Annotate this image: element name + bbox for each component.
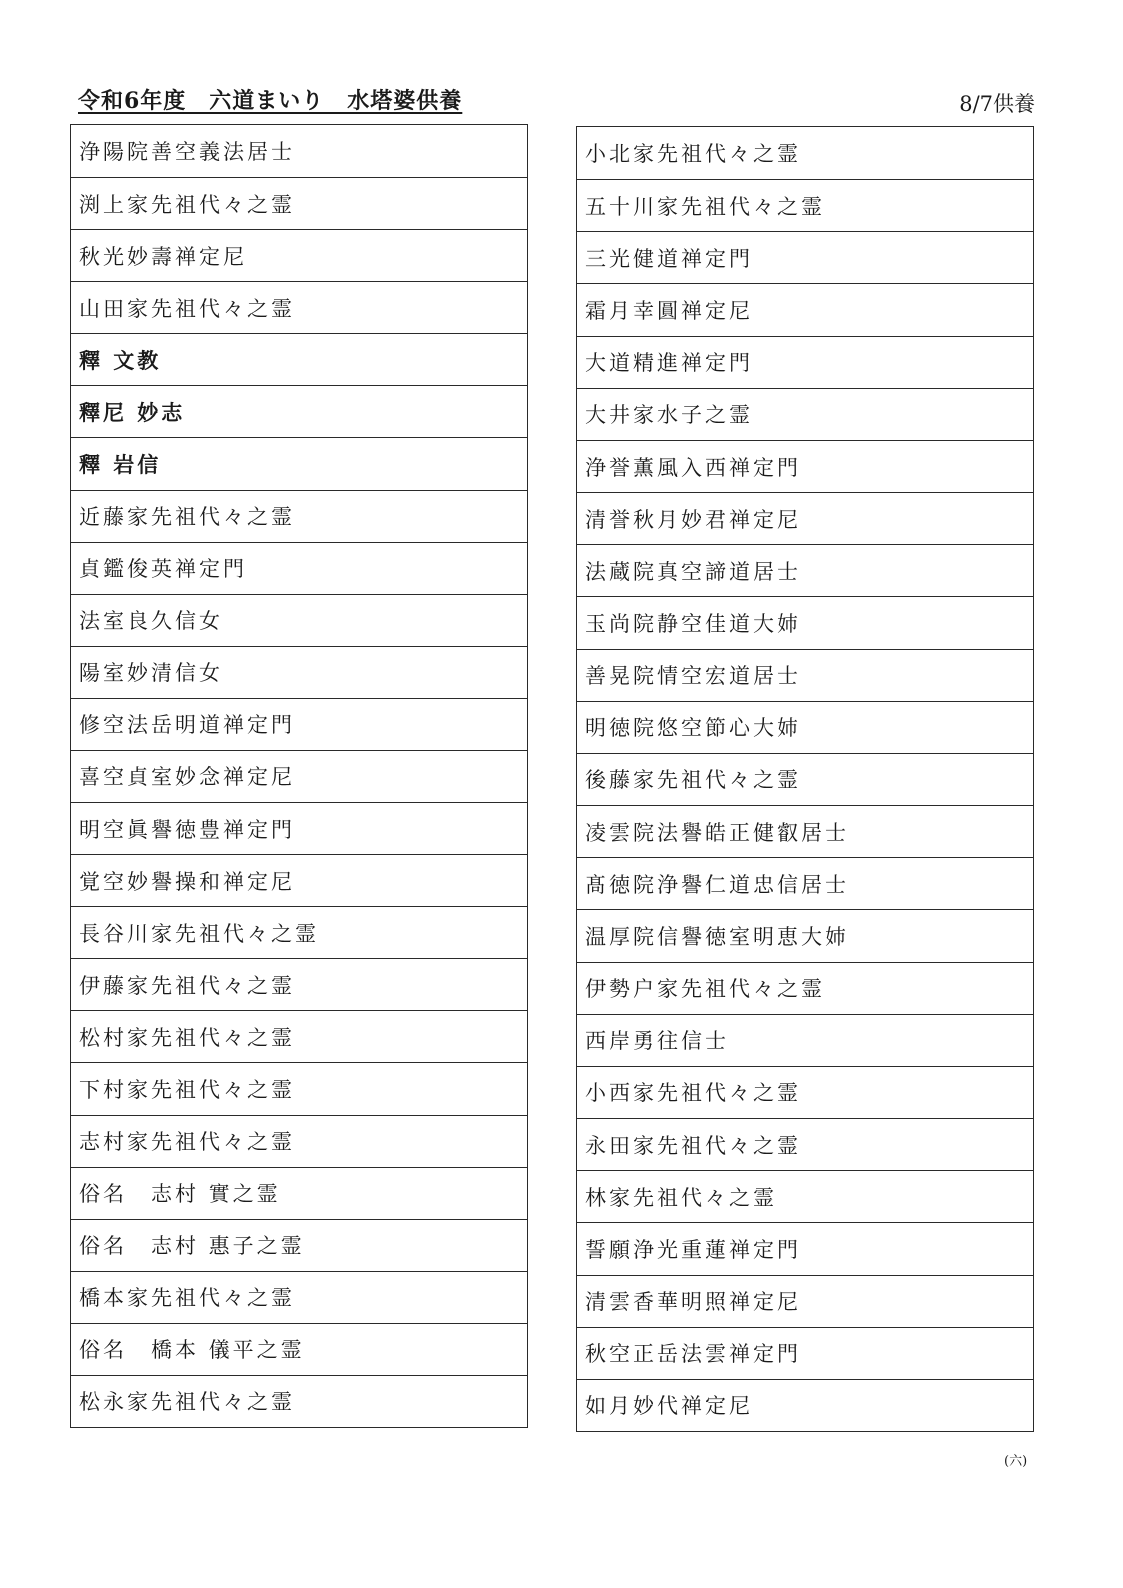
table-row: 林家先祖代々之霊 (577, 1170, 1033, 1222)
table-row: 松永家先祖代々之霊 (71, 1375, 527, 1427)
table-row: 志村家先祖代々之霊 (71, 1115, 527, 1167)
table-row: 俗名 志村 惠子之霊 (71, 1219, 527, 1271)
table-row: 秋空正岳法雲禅定門 (577, 1327, 1033, 1379)
table-row: 俗名 志村 實之霊 (71, 1167, 527, 1219)
left-name-table (70, 124, 528, 1428)
table-row: 小北家先祖代々之霊 (585, 142, 801, 167)
table-row: 渕上家先祖代々之霊 (71, 177, 527, 229)
table-row: 覚空妙譽操和禅定尼 (71, 854, 527, 906)
table-row: 伊藤家先祖代々之霊 (71, 958, 527, 1010)
table-row: 近藤家先祖代々之霊 (71, 490, 527, 542)
table-row: 山田家先祖代々之霊 (71, 281, 527, 333)
table-row: 喜空貞室妙念禅定尼 (71, 750, 527, 802)
table-row: 大道精進禅定門 (577, 336, 1033, 388)
table-row: 後藤家先祖代々之霊 (577, 753, 1033, 805)
table-row: 清誉秋月妙君禅定尼 (577, 492, 1033, 544)
table-row: 法蔵院真空諦道居士 (577, 544, 1033, 596)
right-name-table (576, 126, 1034, 1432)
table-row: 修空法岳明道禅定門 (71, 698, 527, 750)
table-row: 浄誉薫風入西禅定門 (577, 440, 1033, 492)
table-row: 明空眞譽徳豊禅定門 (71, 802, 527, 854)
table-row: 清雲香華明照禅定尼 (577, 1275, 1033, 1327)
page-title: 令和6年度 六道まいり 水塔婆供養 (78, 88, 463, 114)
table-row: 五十川家先祖代々之霊 (577, 179, 1033, 231)
table-row: 永田家先祖代々之霊 (577, 1118, 1033, 1170)
table-row: 浄陽院善空義法居士 (79, 140, 295, 165)
table-row: 如月妙代禅定尼 (577, 1379, 1033, 1431)
table-row: 松村家先祖代々之霊 (71, 1010, 527, 1062)
table-row: 玉尚院静空佳道大姉 (577, 596, 1033, 648)
table-row: 誓願浄光重蓮禅定門 (577, 1222, 1033, 1274)
table-row: 伊勢户家先祖代々之霊 (577, 962, 1033, 1014)
table-row: 貞鑑俊英禅定門 (71, 542, 527, 594)
table-row: 温厚院信譽徳室明恵大姉 (577, 909, 1033, 961)
table-row: 秋光妙壽禅定尼 (71, 229, 527, 281)
table-row: 明徳院悠空節心大姉 (577, 701, 1033, 753)
table-row: 下村家先祖代々之霊 (71, 1062, 527, 1114)
table-row: 小西家先祖代々之霊 (577, 1066, 1033, 1118)
table-row: 法室良久信女 (71, 594, 527, 646)
table-row: 橋本家先祖代々之霊 (71, 1271, 527, 1323)
table-row: 俗名 橋本 儀平之霊 (71, 1323, 527, 1375)
table-row: 西岸勇往信士 (577, 1014, 1033, 1066)
table-row: 陽室妙清信女 (71, 646, 527, 698)
table-row: 釋尼 妙志 (71, 385, 527, 437)
table-row: 霜月幸圓禅定尼 (577, 283, 1033, 335)
table-row: 大井家水子之霊 (577, 388, 1033, 440)
service-date: 8/7供養 (959, 92, 1035, 116)
table-row: 釋 文教 (71, 333, 527, 385)
table-row: 三光健道禅定門 (577, 231, 1033, 283)
table-row: 凌雲院法譽皓正健叡居士 (577, 805, 1033, 857)
table-row: 釋 岩信 (71, 437, 527, 489)
table-row: 長谷川家先祖代々之霊 (71, 906, 527, 958)
table-row: 髙徳院浄譽仁道忠信居士 (577, 857, 1033, 909)
table-row: 善晃院情空宏道居士 (577, 649, 1033, 701)
page-number: (六) (1004, 1454, 1028, 1469)
